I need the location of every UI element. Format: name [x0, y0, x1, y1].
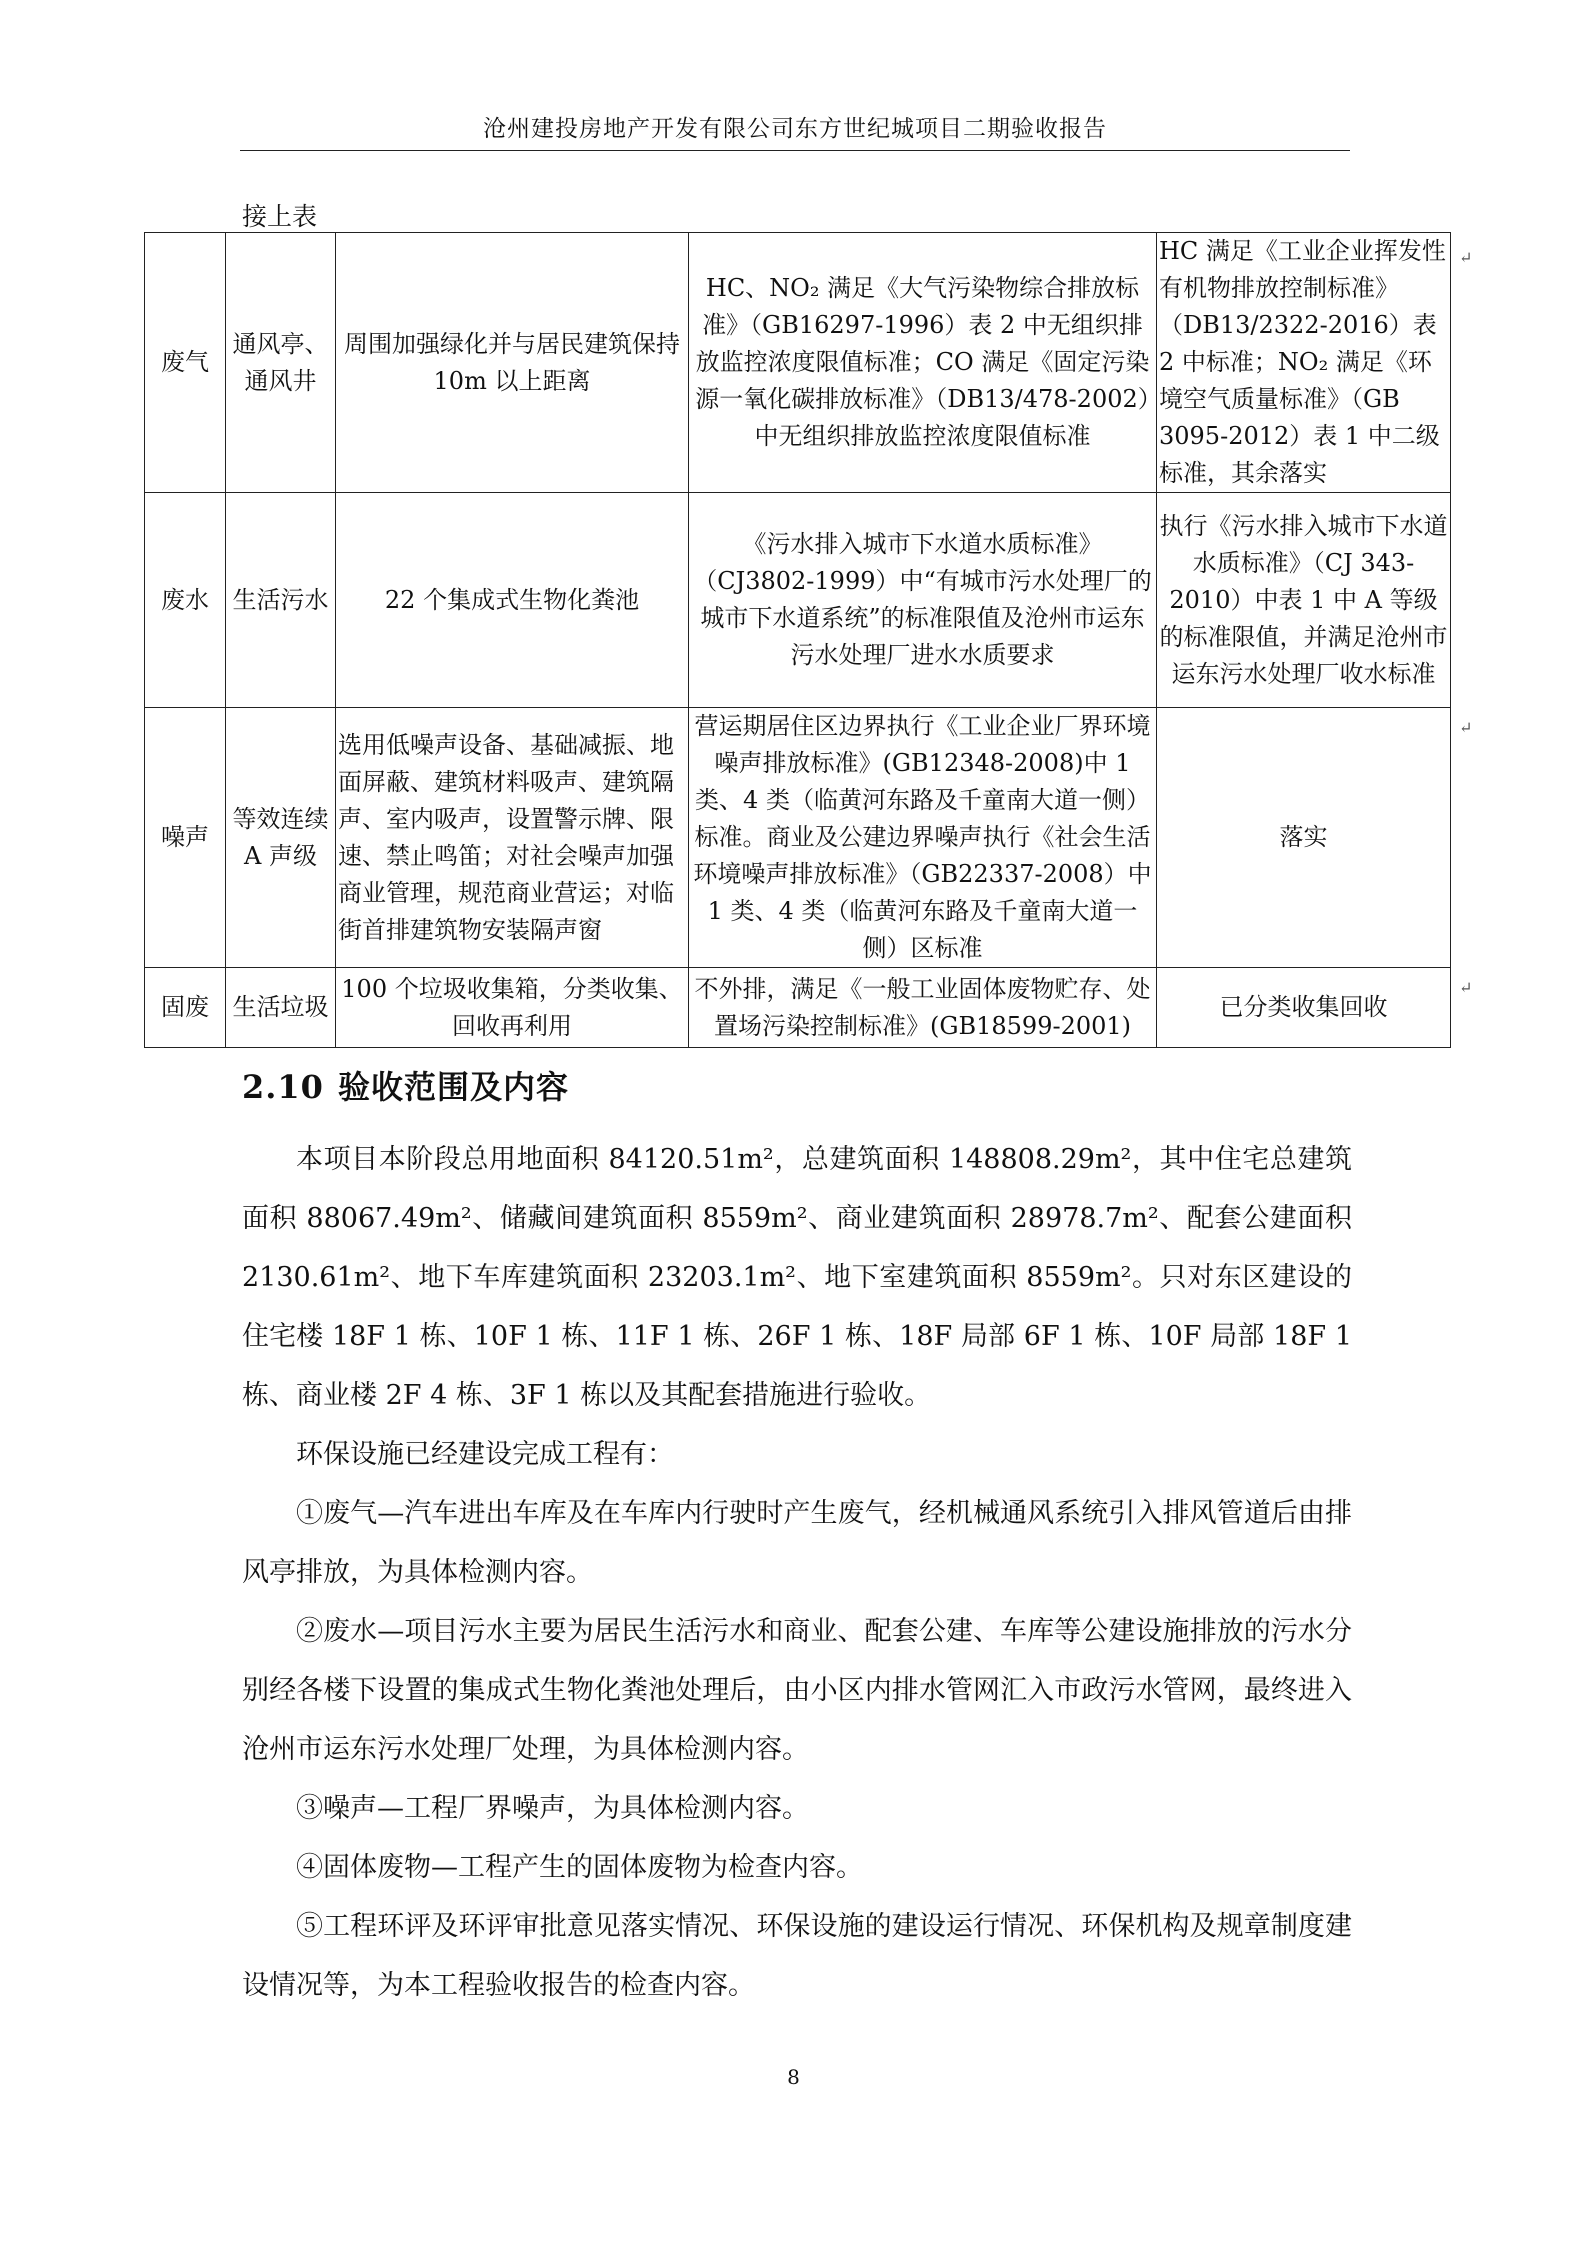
status-cell: HC 满足《工业企业挥发性有机物排放控制标准》（DB13/2322-2016）表 2 中标准；NO₂ 满足《环境空气质量标准》（GB 3095-2012）表 1 中二级标准，其余落实: [1157, 233, 1451, 493]
status-cell: 落实: [1157, 708, 1451, 968]
standard-cell: 不外排，满足《一般工业固体废物贮存、处置场污染控制标准》(GB18599-2001): [689, 968, 1157, 1048]
pollution-type-cell: 废水: [145, 493, 226, 708]
status-cell: 已分类收集回收: [1157, 968, 1451, 1048]
standard-cell: 营运期居住区边界执行《工业企业厂界环境噪声排放标准》(GB12348-2008)中 1 类、4 类（临黄河东路及千童南大道一侧）标准。商业及公建边界噪声执行《社会生活环境噪声排放标准》（GB22337-2008）中 1 类、4 类（临黄河东路及千童南大道一侧）区标准: [689, 708, 1157, 968]
standard-cell: 《污水排入城市下水道水质标准》（CJ3802-1999）中“有城市污水处理厂的城市下水道系统”的标准限值及沧州市运东污水处理厂进水水质要求: [689, 493, 1157, 708]
measure-cell: 选用低噪声设备、基础减振、地面屏蔽、建筑材料吸声、建筑隔声、室内吸声，设置警示牌、限速、禁止鸣笛；对社会噪声加强商业管理，规范商业营运；对临街首排建筑物安装隔声窗: [336, 708, 689, 968]
paragraph: ①废气—汽车进出车库及在车库内行驶时产生废气，经机械通风系统引入排风管道后由排风亭排放，为具体检测内容。: [242, 1498, 1352, 1588]
header-rule: [240, 150, 1350, 151]
pollution-type-cell: 废气: [145, 233, 226, 493]
paragraph: 环保设施已经建设完成工程有：: [296, 1439, 674, 1470]
paragraph: ④固体废物—工程产生的固体废物为检查内容。: [296, 1852, 863, 1883]
source-cell: 等效连续 A 声级: [226, 708, 336, 968]
page-number: 8: [787, 2065, 800, 2089]
paragraph: ②废水—项目污水主要为居民生活污水和商业、配套公建、车库等公建设施排放的污水分别经各楼下设置的集成式生物化粪池处理后，由小区内排水管网汇入市政污水管网，最终进入沧州市运东污水处理厂处理，为具体检测内容。: [242, 1616, 1352, 1765]
table-row: [145, 708, 1451, 968]
measure-cell: 22 个集成式生物化粪池: [336, 493, 689, 708]
environmental-measures-table: [144, 232, 1451, 1048]
paragraph: ③噪声—工程厂界噪声，为具体检测内容。: [296, 1793, 809, 1824]
section-body: [242, 1130, 1352, 2015]
section-heading: [242, 1062, 569, 1108]
measure-cell: 周围加强绿化并与居民建筑保持 10m 以上距离: [336, 233, 689, 493]
standard-cell: HC、NO₂ 满足《大气污染物综合排放标准》（GB16297-1996）表 2 中无组织排放监控浓度限值标准；CO 满足《固定污染源一氧化碳排放标准》（DB13/478-2002）中无组织排放监控浓度限值标准: [689, 233, 1157, 493]
table-row: [145, 233, 1451, 493]
row-end-mark: ↵: [1459, 718, 1473, 737]
measure-cell: 100 个垃圾收集箱，分类收集、回收再利用: [336, 968, 689, 1048]
table-continuation-caption: 接上表: [242, 202, 318, 231]
pollution-type-cell: 噪声: [145, 708, 226, 968]
row-end-mark: ↵: [1459, 248, 1473, 267]
section-title: 验收范围及内容: [337, 1068, 569, 1106]
source-cell: 生活污水: [226, 493, 336, 708]
table-row: [145, 968, 1451, 1048]
section-number: 2.10: [242, 1068, 324, 1106]
paragraph: 本项目本阶段总用地面积 84120.51m²，总建筑面积 148808.29m²，其中住宅总建筑面积 88067.49m²、储藏间建筑面积 8559m²、商业建筑面积 28978.7m²、配套公建面积 2130.61m²、地下车库建筑面积 23203.1m²、地下室建筑面积 8559m²。只对东区建设的住宅楼 18F 1 栋、10F 1 栋、11F 1 栋、26F 1 栋、18F 局部 6F 1 栋、10F 局部 18F 1 栋、商业楼 2F 4 栋、3F 1 栋以及其配套措施进行验收。: [242, 1144, 1352, 1411]
row-end-mark: ↵: [1459, 978, 1473, 997]
source-cell: 生活垃圾: [226, 968, 336, 1048]
page-header: 沧州建投房地产开发有限公司东方世纪城项目二期验收报告: [483, 116, 1107, 142]
status-cell: 执行《污水排入城市下水道水质标准》（CJ 343-2010）中表 1 中 A 等级的标准限值，并满足沧州市运东污水处理厂收水标准: [1157, 493, 1451, 708]
paragraph: ⑤工程环评及环评审批意见落实情况、环保设施的建设运行情况、环保机构及规章制度建设情况等，为本工程验收报告的检查内容。: [242, 1911, 1352, 2001]
pollution-type-cell: 固废: [145, 968, 226, 1048]
source-cell: 通风亭、通风井: [226, 233, 336, 493]
row-end-marks: [1459, 232, 1473, 1052]
table-row: [145, 493, 1451, 708]
